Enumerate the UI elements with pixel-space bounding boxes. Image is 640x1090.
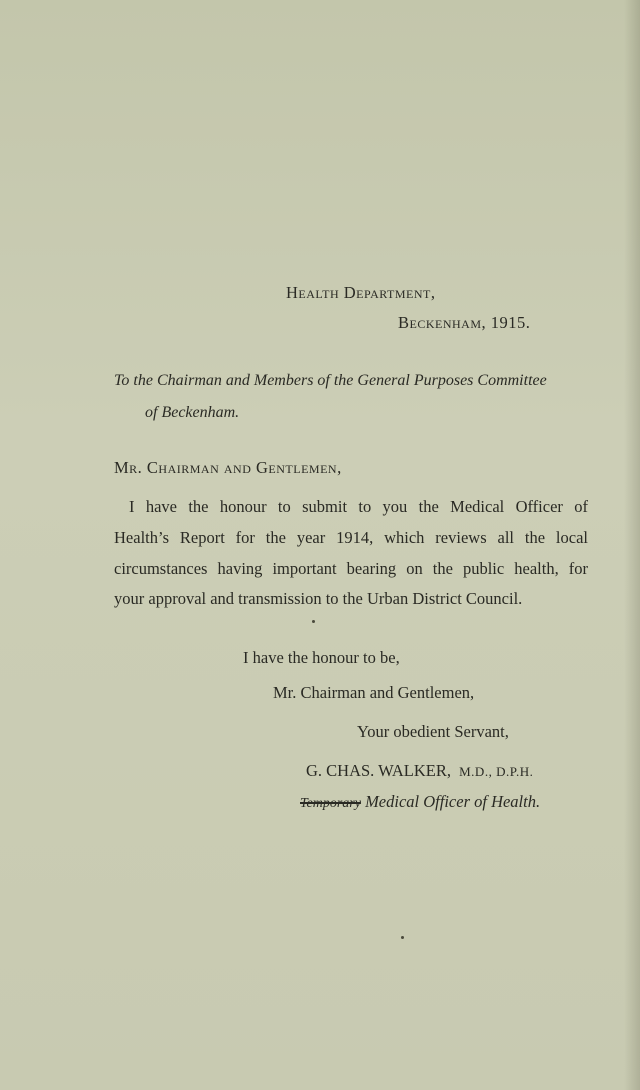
struck-word: Temporary	[300, 796, 361, 811]
signature-line	[306, 761, 533, 781]
closing-line-2: Mr. Chairman and Gentlemen,	[273, 683, 475, 702]
body-line-4: your approval and transmission to the Urban District Council.	[114, 589, 523, 608]
signatory-qualifications: M.D., D.P.H.	[459, 764, 534, 779]
address-line-2: of Beckenham.	[145, 404, 240, 421]
page-edge-shadow	[624, 0, 640, 1090]
ink-speck-lower	[401, 936, 404, 939]
body-line-2: Health’s Report for the year 1914, which reviews all the local	[114, 528, 588, 547]
body-line-3: circumstances having important bearing on the public health, for	[114, 559, 588, 578]
address-line-1: To the Chairman and Members of the General Purposes Committee	[114, 372, 547, 389]
body-line-1: I have the honour to submit to you the Medical Officer of	[129, 497, 588, 516]
ink-speck	[312, 620, 315, 623]
signatory-title: Medical Officer of Health.	[365, 792, 541, 811]
signatory-title-line	[300, 792, 540, 812]
signatory-name: G. CHAS. WALKER,	[306, 761, 451, 780]
salutation: Mr. Chairman and Gentlemen,	[114, 458, 342, 477]
place-date: Beckenham, 1915.	[398, 313, 531, 332]
department-heading: Health Department,	[286, 283, 436, 302]
closing-line-1: I have the honour to be,	[243, 648, 400, 667]
closing-line-3: Your obedient Servant,	[357, 722, 509, 741]
